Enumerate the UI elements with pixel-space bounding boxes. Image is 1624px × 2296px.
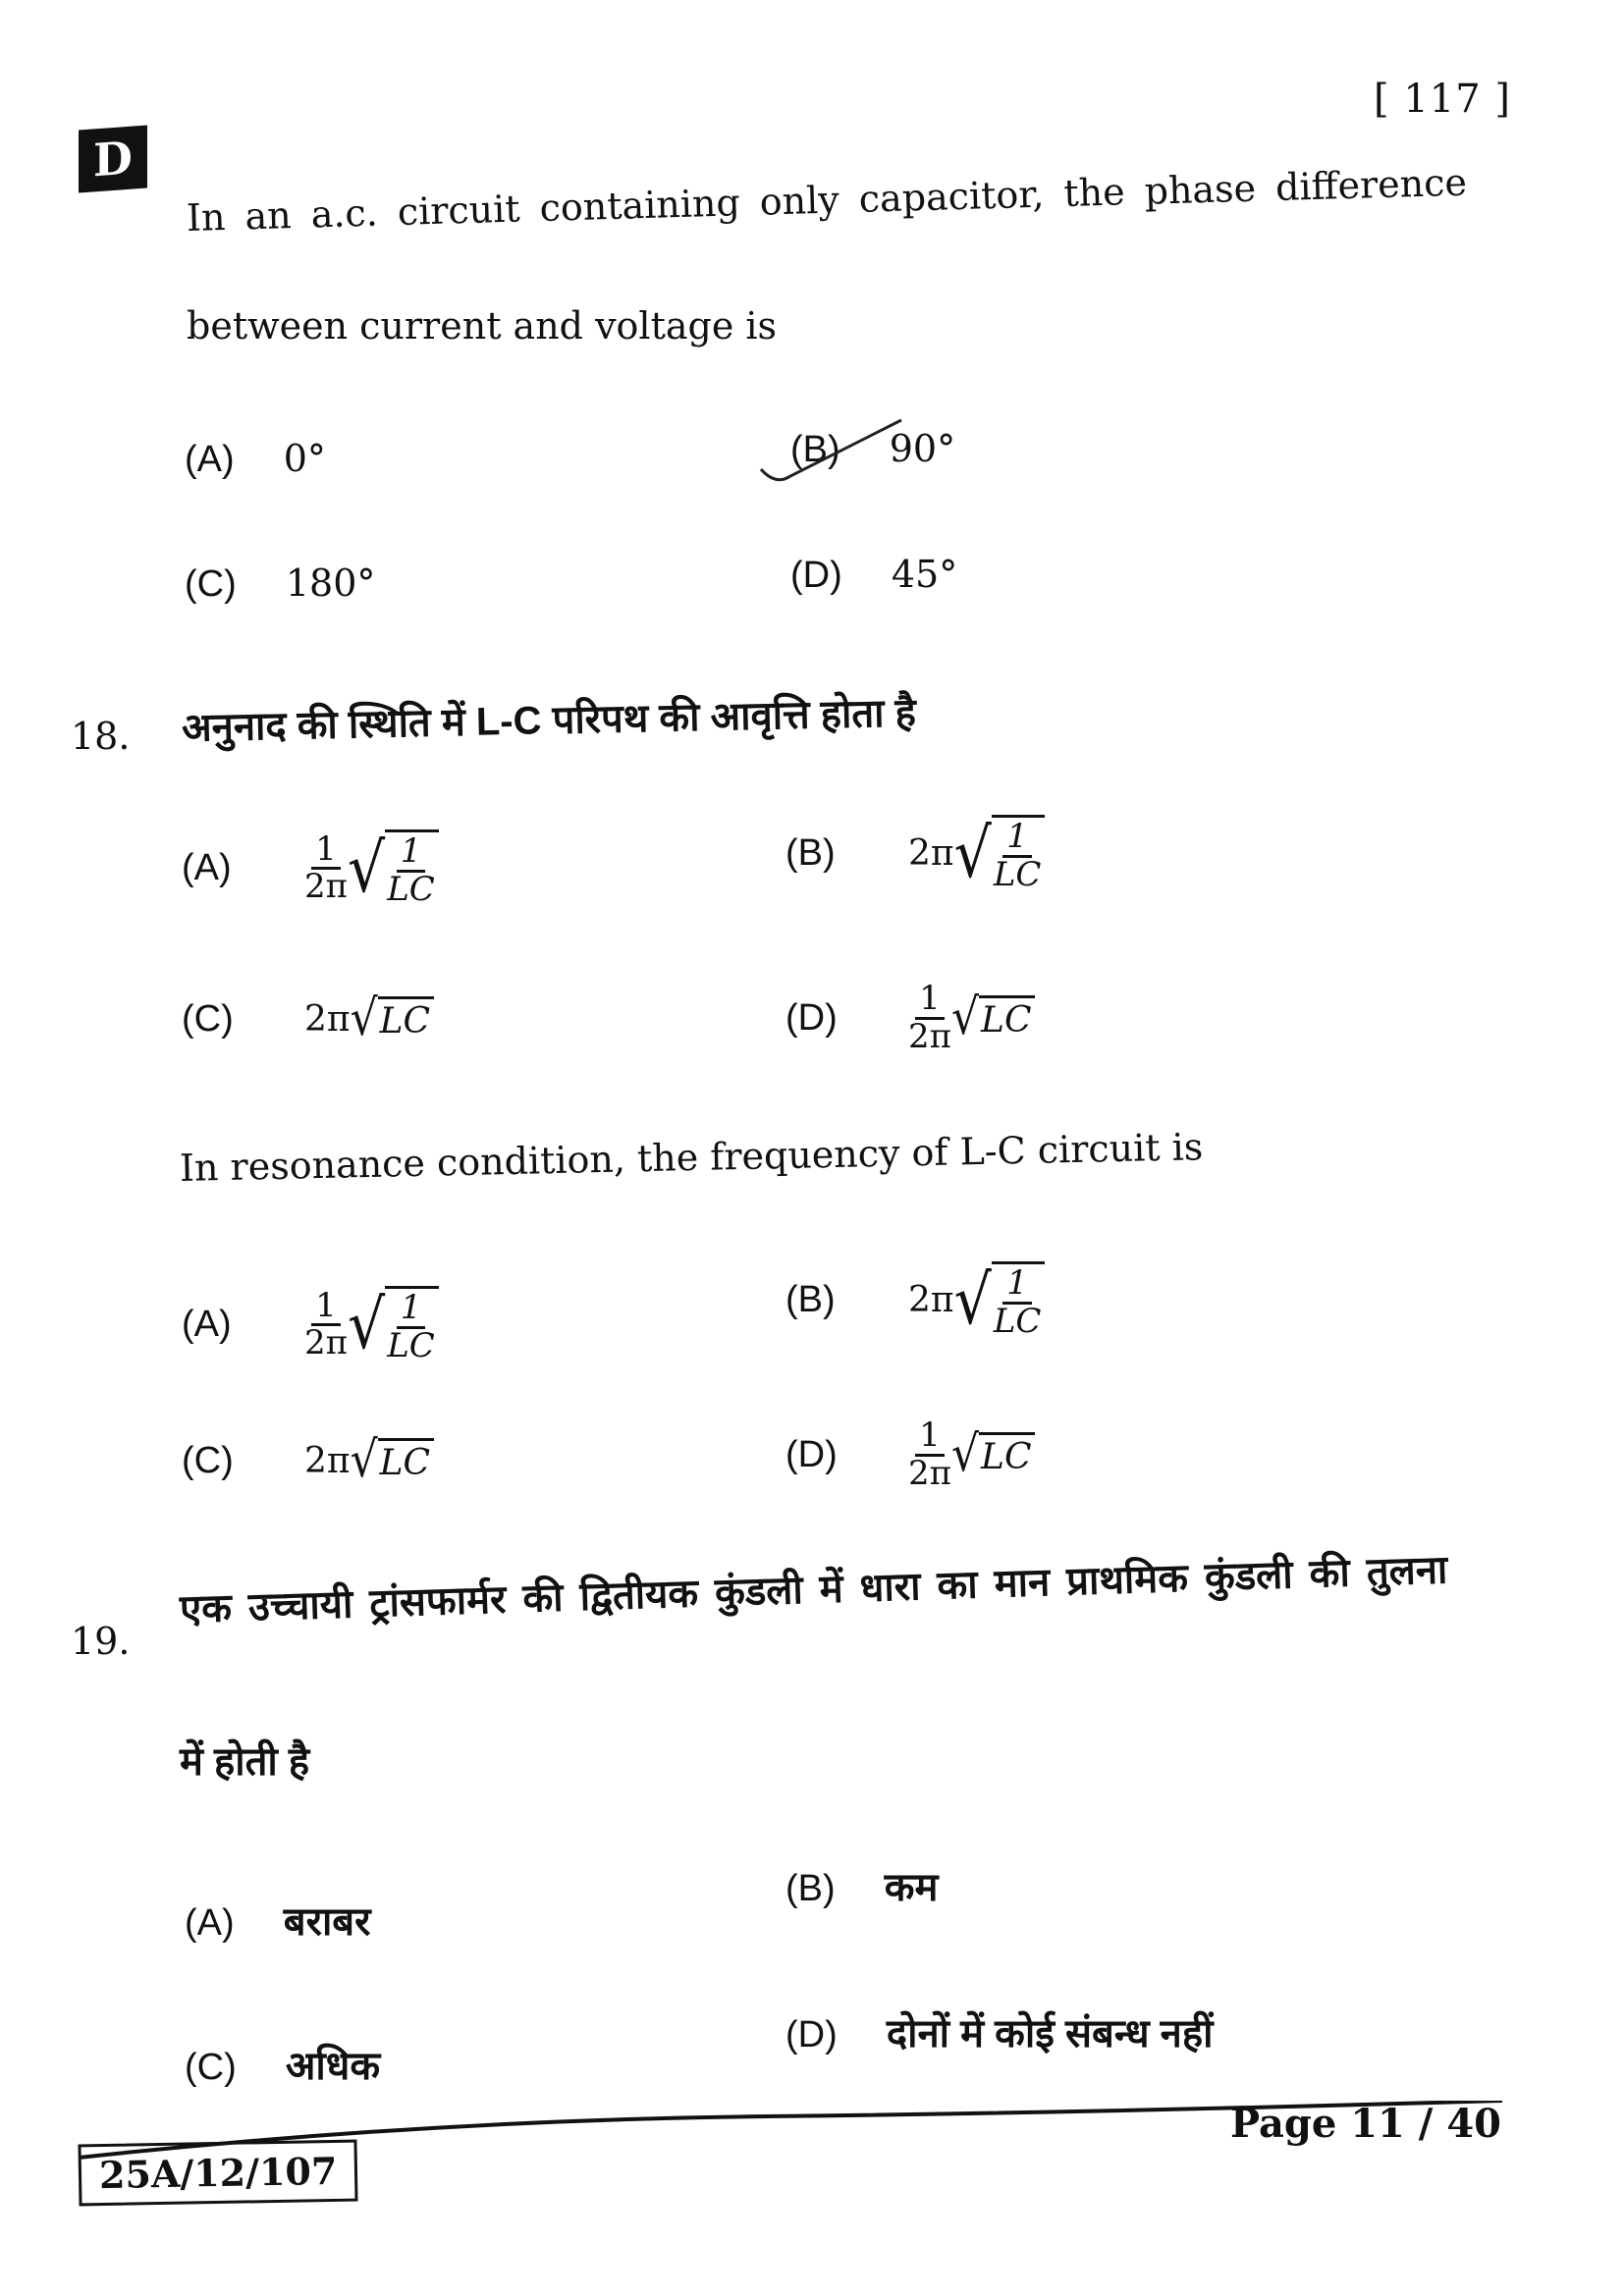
q18-hindi-text: अनुनाद की स्थिति में L-C परिपथ की आवृत्ति होता है	[181, 691, 917, 750]
option-label: (A)	[185, 439, 235, 480]
option-label: (A)	[182, 1304, 232, 1346]
q18-number: 18.	[71, 715, 131, 758]
fraction-denominator: 2π	[908, 1016, 951, 1056]
option-formula	[908, 979, 1035, 1056]
option-formula	[908, 815, 1045, 892]
tick-mark-icon	[756, 412, 913, 491]
q18-hindi-option-a	[182, 829, 439, 907]
set-badge: D	[79, 126, 147, 193]
q19-hindi-text-line1: एक उच्चायी ट्रांसफार्मर की द्वितीयक कुंडली में धारा का मान प्राथमिक कुंडली की तुलना	[179, 1548, 1448, 1631]
radicand: LC	[378, 1438, 434, 1483]
q18-hindi-option-b	[785, 815, 1045, 892]
option-value: 90°	[889, 427, 956, 470]
fraction-denominator: 2π	[304, 1323, 348, 1363]
q19-option-d	[785, 2004, 1213, 2058]
option-value: दोनों में कोई संबन्ध नहीं	[886, 2012, 1214, 2056]
option-formula	[304, 829, 439, 907]
option-formula	[908, 1415, 1035, 1493]
q18-english-option-a	[182, 1286, 439, 1363]
q19-option-a	[185, 1893, 371, 1947]
q17-text-line2: between current and voltage is	[187, 304, 778, 347]
fraction-numerator: 1	[311, 832, 341, 871]
option-value: कम	[884, 1866, 939, 1909]
q17-text-line1: In an a.c. circuit containing only capacitor, the phase difference	[186, 160, 1468, 240]
option-value: बराबर	[283, 1900, 371, 1944]
fraction-numerator: 1	[397, 1291, 426, 1329]
q17-option-d	[790, 553, 957, 597]
q17-option-a	[185, 437, 326, 481]
option-label: (B)	[785, 1868, 836, 1909]
option-label: (A)	[182, 847, 232, 889]
option-formula	[304, 989, 434, 1047]
option-label: (C)	[185, 563, 237, 605]
option-label: (A)	[185, 1902, 235, 1944]
page-indicator: Page 11 / 40	[1229, 2101, 1501, 2147]
q18-hindi-option-c	[182, 989, 434, 1047]
sqrt-icon: √	[350, 1431, 378, 1489]
q17-option-c	[185, 561, 375, 606]
option-label: (D)	[790, 555, 842, 596]
option-formula	[304, 1431, 434, 1489]
option-value: अधिक	[285, 2045, 381, 2088]
fraction-numerator: 1	[311, 1289, 341, 1327]
coefficient: 2π	[908, 1280, 954, 1321]
q19-hindi-text-line2: में होती है	[180, 1740, 310, 1784]
fraction-denominator: 2π	[908, 1453, 951, 1493]
option-label: (B)	[785, 1279, 836, 1321]
sqrt-icon: √	[953, 1260, 992, 1340]
sqrt-icon: √	[347, 828, 386, 908]
sqrt-icon: √	[950, 1425, 980, 1483]
paper-code: 25A/12/107	[78, 2140, 357, 2207]
option-formula	[304, 1286, 439, 1363]
q19-number: 19.	[71, 1620, 131, 1663]
q18-hindi-option-d	[785, 979, 1035, 1056]
fraction-numerator: 1	[1002, 1266, 1032, 1305]
option-label: (D)	[785, 1433, 838, 1475]
option-label: (C)	[185, 2047, 237, 2088]
option-label: (D)	[785, 2014, 838, 2056]
q18-english-option-b	[785, 1261, 1045, 1339]
fraction-numerator: 1	[915, 982, 945, 1020]
radicand: LC	[378, 996, 434, 1041]
coefficient: 2π	[304, 1440, 351, 1481]
fraction-numerator: 1	[915, 1418, 945, 1457]
q18-english-text: In resonance condition, the frequency of L-C circuit is	[179, 1125, 1204, 1190]
sqrt-icon: √	[347, 1285, 386, 1364]
fraction-numerator: 1	[397, 834, 426, 873]
q19-option-b	[785, 1858, 938, 1912]
fraction-denominator: 2π	[304, 867, 348, 907]
option-value: 45°	[891, 553, 958, 596]
page-code: [ 117 ]	[1374, 77, 1511, 122]
option-formula	[908, 1261, 1045, 1339]
fraction-denominator: LC	[993, 1301, 1042, 1341]
fraction-numerator: 1	[1002, 820, 1032, 858]
option-label: (C)	[182, 1439, 234, 1481]
option-label: (C)	[182, 997, 234, 1040]
q18-english-option-d	[785, 1415, 1035, 1493]
option-value: 0°	[283, 437, 326, 480]
sqrt-icon: √	[950, 988, 980, 1046]
option-value: 180°	[285, 561, 376, 605]
q18-english-option-c	[182, 1431, 434, 1489]
option-label: (B)	[785, 832, 836, 875]
sqrt-icon: √	[350, 989, 378, 1047]
fraction-denominator: LC	[387, 869, 435, 909]
fraction-denominator: LC	[993, 854, 1042, 894]
radicand: LC	[979, 1432, 1035, 1477]
fraction-denominator: LC	[387, 1325, 435, 1365]
radicand: LC	[979, 995, 1035, 1041]
option-label: (D)	[785, 996, 838, 1039]
sqrt-icon: √	[953, 814, 992, 893]
option-label: (B)	[790, 429, 840, 470]
coefficient: 2π	[304, 998, 351, 1040]
coefficient: 2π	[908, 833, 954, 875]
q19-option-c	[185, 2037, 380, 2091]
